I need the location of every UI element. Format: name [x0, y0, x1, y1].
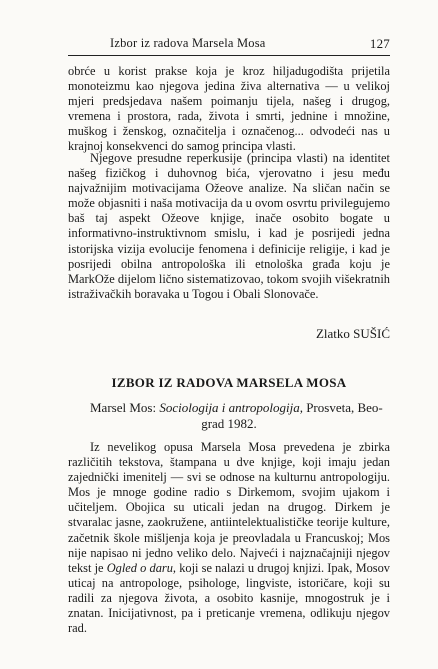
running-head [68, 36, 390, 54]
paragraph [68, 151, 390, 302]
review-signature: Zlatko SUŠIĆ [315, 326, 390, 341]
citation-publisher: Prosveta, Beo- [302, 400, 383, 415]
section-heading: IZBOR IZ RADOVA MARSELA MOSA [111, 375, 347, 390]
paragraph-text: Njegove presudne reperkusije (principa vlasti) na identitet našeg fizičkog i duhovnog bića, vjerovatno i jesu među najvažnijim motivacijama Ožeove analize. Na sličan način se može objasniti i naša motivacija da u ovom osvrtu privilegujemo baš taj aspekt Ožeove knjige, inače osobito bogate u informativno-instruktivnom smislu, i kad je posrijedi jedna istorijska vizija evolucije fenomena i definicije religije, i kad je posrijedi obilna antropološka ili etnološka građa koju je MarkOže dijelom lično sistematizovao, tokom svojih višekratnih istraživačkih boravaka u Togou i Obali Slonovače. [68, 151, 390, 301]
paragraph-text: obrće u korist prakse koja je kroz hiljadugodišta prijetila monoteizmu kao njegova jedina živa alternativa — u velikoj mjeri predsjedava našem poimanju tijela, našeg i drugog, vremena i prostora, rada, života i smrti, jednine i množine, muškog i ženskog, označitelja i označenog... odvodeći nas u krajnoj konsekvenci do samog principa vlasti. [68, 64, 390, 154]
paragraph-text [68, 440, 390, 636]
paragraph-text-part: koji se nalazi u drugoj knjizi. Ipak, Mosov uticaj na antropologe, psihologe, lingviste, istoričare, koji su radili za njegova života, a osobito kasnije, mnogostruk je i znatan. Inicijativnost, pa i preticanje vremena, odlikuju njegov rad. [68, 560, 390, 636]
paragraph-continued [68, 64, 390, 155]
work-title: Ogled o daru, [106, 560, 177, 575]
citation-author: Marsel Mos: [90, 400, 160, 415]
page-number: 127 [369, 36, 390, 51]
citation-place-year: grad 1982. [201, 416, 257, 431]
citation-title: Sociologija i antropologija, [159, 400, 303, 415]
header-rule [68, 55, 390, 56]
paragraph-text-part: Iz nevelikog opusa Marsela Mosa prevedena je zbirka različitih tekstova, štampana u dve knjige, koji imaju jedan zajednički imenitelj — svi se odnose na kulturnu antropologiju. Mos je mnoge godine radio s Dirkemom, svojim ujakom i učiteljem. Obojica su uticali jedan na drugog. Dirkem je stvaralac jasne, zaokružene, antiintelektualističke teorije kulture, začetnik škole mišljenja koja je preovladala u Francuskoj; Mos nije napisao ni jedno veliko delo. Najveći i najznačajniji njegov tekst je [68, 440, 390, 575]
citation [68, 400, 390, 432]
paragraph [68, 440, 390, 636]
running-head-title: Izbor iz radova Marsela Mosa [110, 36, 266, 50]
